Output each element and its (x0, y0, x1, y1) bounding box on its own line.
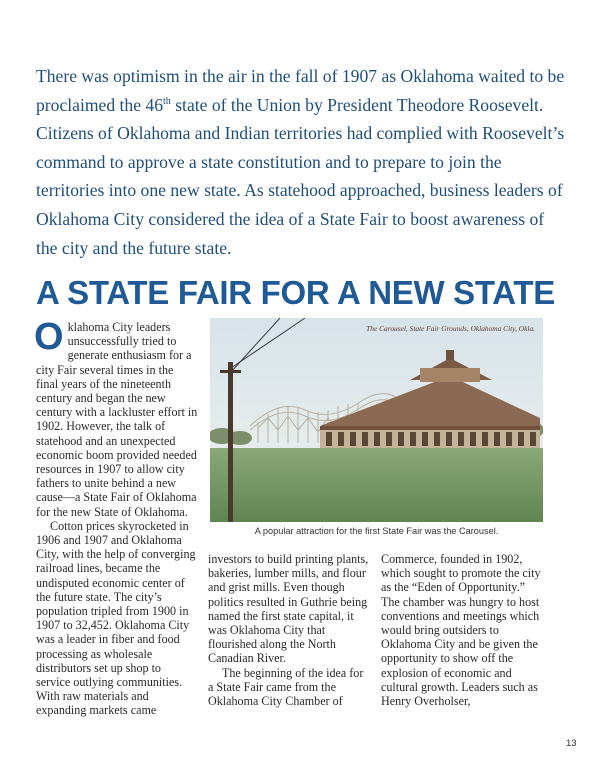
photo-caption: A popular attraction for the first State Fair was the Carousel. (254, 526, 499, 536)
intro-text-part2: state of the Union by President Theodore Roosevelt. Citizens of Oklahoma and Indian territories had complied with Roosevelt’s command to approve a state constitution and to prepare to join the territories into one new state. As statehood approached, business leaders of Oklahoma City considered the idea of a State Fair to boost awareness of the city and the future state. (36, 94, 565, 258)
body-column-3 (381, 552, 543, 708)
intro-superscript: th (163, 95, 171, 107)
col1-paragraph-2: Cotton prices skyrocketed in 1906 and 1907 and Oklahoma City, with the help of converging railroad lines, became the undisputed economic center of the future state. The city’s population tripled from 1900 in 1907 to 32,452. Oklahoma City was a leader in fiber and food processing as wholesale distributors set up shop to service outlying communities. With raw materials and expanding markets came (36, 518, 196, 718)
body-column-1 (34, 316, 198, 718)
carousel-postcard-illustration (210, 318, 543, 522)
page-number: 13 (566, 738, 577, 749)
grass-lawn (210, 448, 543, 522)
col1-paragraph-1 (34, 316, 198, 519)
intro-paragraph (36, 62, 566, 262)
col3-paragraph-1: Commerce, founded in 1902, which sought to promote the city as the “Eden of Opportunity.” The chamber was hungry to host conventions and meetings which would bring outsiders to Oklahoma City and be given the opportunity to show off the explosion of economic and cultural growth. Leaders such as Henry Overholser, (381, 552, 541, 709)
carousel-photo (210, 318, 543, 522)
postcard-inscription: The Carousel, State Fair Grounds, Oklahoma City, Okla. (366, 324, 535, 333)
drop-cap: O (34, 316, 64, 358)
body-column-2 (208, 552, 370, 708)
col2-paragraph-2: The beginning of the idea for a State Fair came from the Oklahoma City Chamber of (208, 665, 364, 709)
col1-paragraph-1-text: klahoma City leaders unsuccessfully tried to generate enthusiasm for a city Fair several times in the final years of the nineteenth century and began the new century with a lackluster effort in 1902. However, the talk of statehood and an unexpected economic boom provided needed resources in 1907 to allow city fathers to unite behind a new cause—a State Fair of Oklahoma for the new State of Oklahoma. (36, 320, 198, 519)
intro-text-part1: There was optimism in the air in the fall of 1907 as Oklahoma waited to be proclaimed the 46 (36, 66, 565, 115)
section-heading: A STATE FAIR FOR A NEW STATE (36, 274, 555, 311)
col2-paragraph-1: investors to build printing plants, bakeries, lumber mills, and flour and grist mills. Even though politics resulted in Guthrie being named the first state capital, it was Oklahoma City that flourished along the North Canadian River. (208, 552, 369, 666)
